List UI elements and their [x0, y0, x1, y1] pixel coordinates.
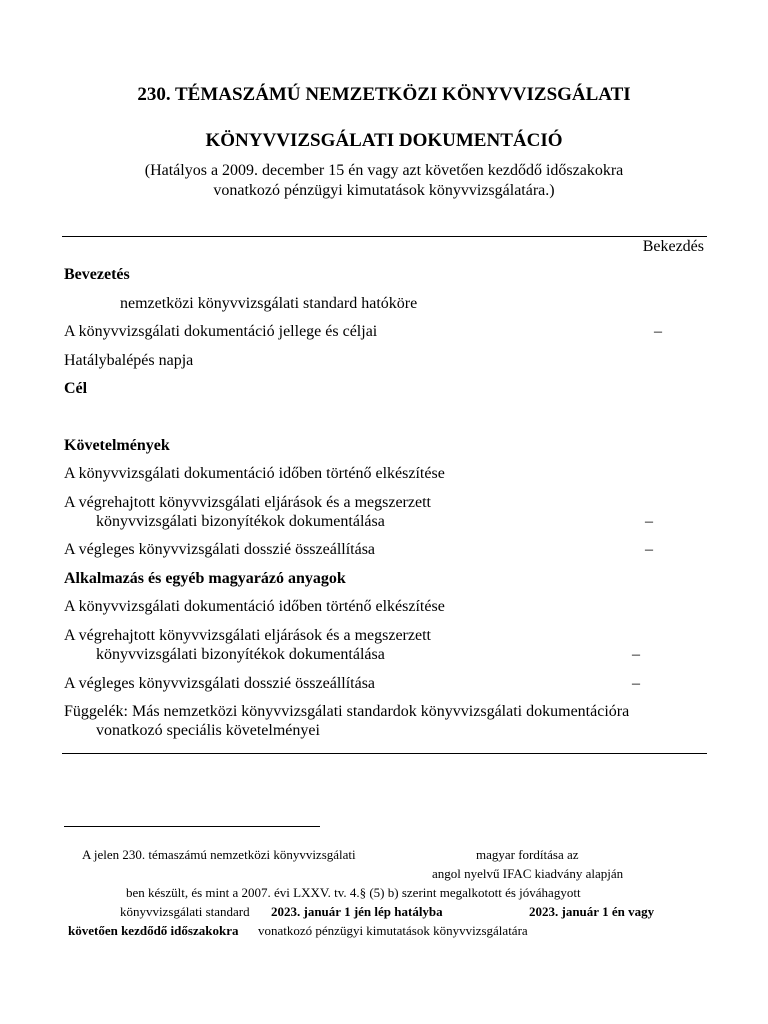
toc-item-fuggelek-line-1: Függelék: Más nemzetközi könyvvizsgálati standardok könyvvizsgálati dokumentációra: [64, 703, 630, 720]
footnote-line-4c: 2023. január 1 én vagy: [529, 904, 655, 919]
toc-item-hatokor: nemzetközi könyvvizsgálati standard hatóköre: [120, 295, 418, 312]
toc-heading-bevezetes: Bevezetés: [64, 266, 130, 283]
footnote-line-5b: vonatkozó pénzügyi kimutatások könyvvizsgálatára: [258, 923, 528, 938]
paragraph-column-header: Bekezdés: [642, 238, 704, 255]
toc-heading-cel: Cél: [64, 380, 88, 397]
paragraph-dash: –: [645, 513, 653, 530]
footnote-line-2: angol nyelvű IFAC kiadvány alapján: [432, 866, 624, 881]
footnote-line-1b: magyar fordítása az: [476, 847, 579, 862]
toc-item-req-idoben: A könyvvizsgálati dokumentáció időben történő elkészítése: [64, 465, 445, 482]
footnote-separator: [64, 826, 320, 827]
footnote-line-1a: A jelen 230. témaszámú nemzetközi könyvvizsgálati: [82, 847, 356, 862]
table-bottom-rule: [62, 753, 707, 754]
footnote-line-4a: könyvvizsgálati standard: [120, 904, 250, 919]
effective-date-line-1: (Hatályos a 2009. december 15 én vagy azt követően kezdődő időszakokra: [144, 162, 624, 179]
paragraph-dash: –: [645, 541, 653, 558]
toc-item-app-dosszie: A végleges könyvvizsgálati dosszié összeállítása: [64, 675, 376, 692]
toc-item-jelleg: A könyvvizsgálati dokumentáció jellege és céljai: [64, 323, 378, 340]
toc-item-hatalybalepes: Hatálybalépés napja: [64, 352, 194, 369]
footnote-line-4b: 2023. január 1 jén lép hatályba: [271, 904, 443, 919]
document-subtitle: KÖNYVVIZSGÁLATI DOKUMENTÁCIÓ: [205, 130, 563, 151]
effective-date-line-2: vonatkozó pénzügyi kimutatások könyvvizsgálatára.): [213, 182, 555, 199]
toc-heading-alkalmazas: Alkalmazás és egyéb magyarázó anyagok: [64, 570, 346, 587]
paragraph-dash: –: [632, 675, 640, 692]
toc-item-app-eljarasok-line-1: A végrehajtott könyvvizsgálati eljárások és a megszerzett: [64, 627, 431, 644]
toc-item-req-eljarasok-line-1: A végrehajtott könyvvizsgálati eljárások és a megszerzett: [64, 494, 431, 511]
toc-item-fuggelek-line-2: vonatkozó speciális követelményei: [96, 722, 320, 739]
toc-item-req-eljarasok-line-2: könyvvizsgálati bizonyítékok dokumentálása: [96, 513, 385, 530]
toc-item-app-idoben: A könyvvizsgálati dokumentáció időben történő elkészítése: [64, 598, 445, 615]
paragraph-dash: –: [654, 323, 662, 340]
toc-item-app-eljarasok-line-2: könyvvizsgálati bizonyítékok dokumentálása: [96, 646, 385, 663]
footnote-line-5a: követően kezdődő időszakokra: [68, 923, 239, 938]
toc-heading-kovetelmenyek: Követelmények: [64, 437, 170, 454]
toc-item-req-dosszie: A végleges könyvvizsgálati dosszié összeállítása: [64, 541, 376, 558]
page-title: 230. TÉMASZÁMÚ NEMZETKÖZI KÖNYVVIZSGÁLATI: [137, 84, 631, 105]
footnote-line-3: ben készült, és mint a 2007. évi LXXV. tv. 4.§ (5) b) szerint megalkotott és jóváhagyott: [126, 885, 581, 900]
table-top-rule: [62, 236, 707, 237]
paragraph-dash: –: [632, 646, 640, 663]
